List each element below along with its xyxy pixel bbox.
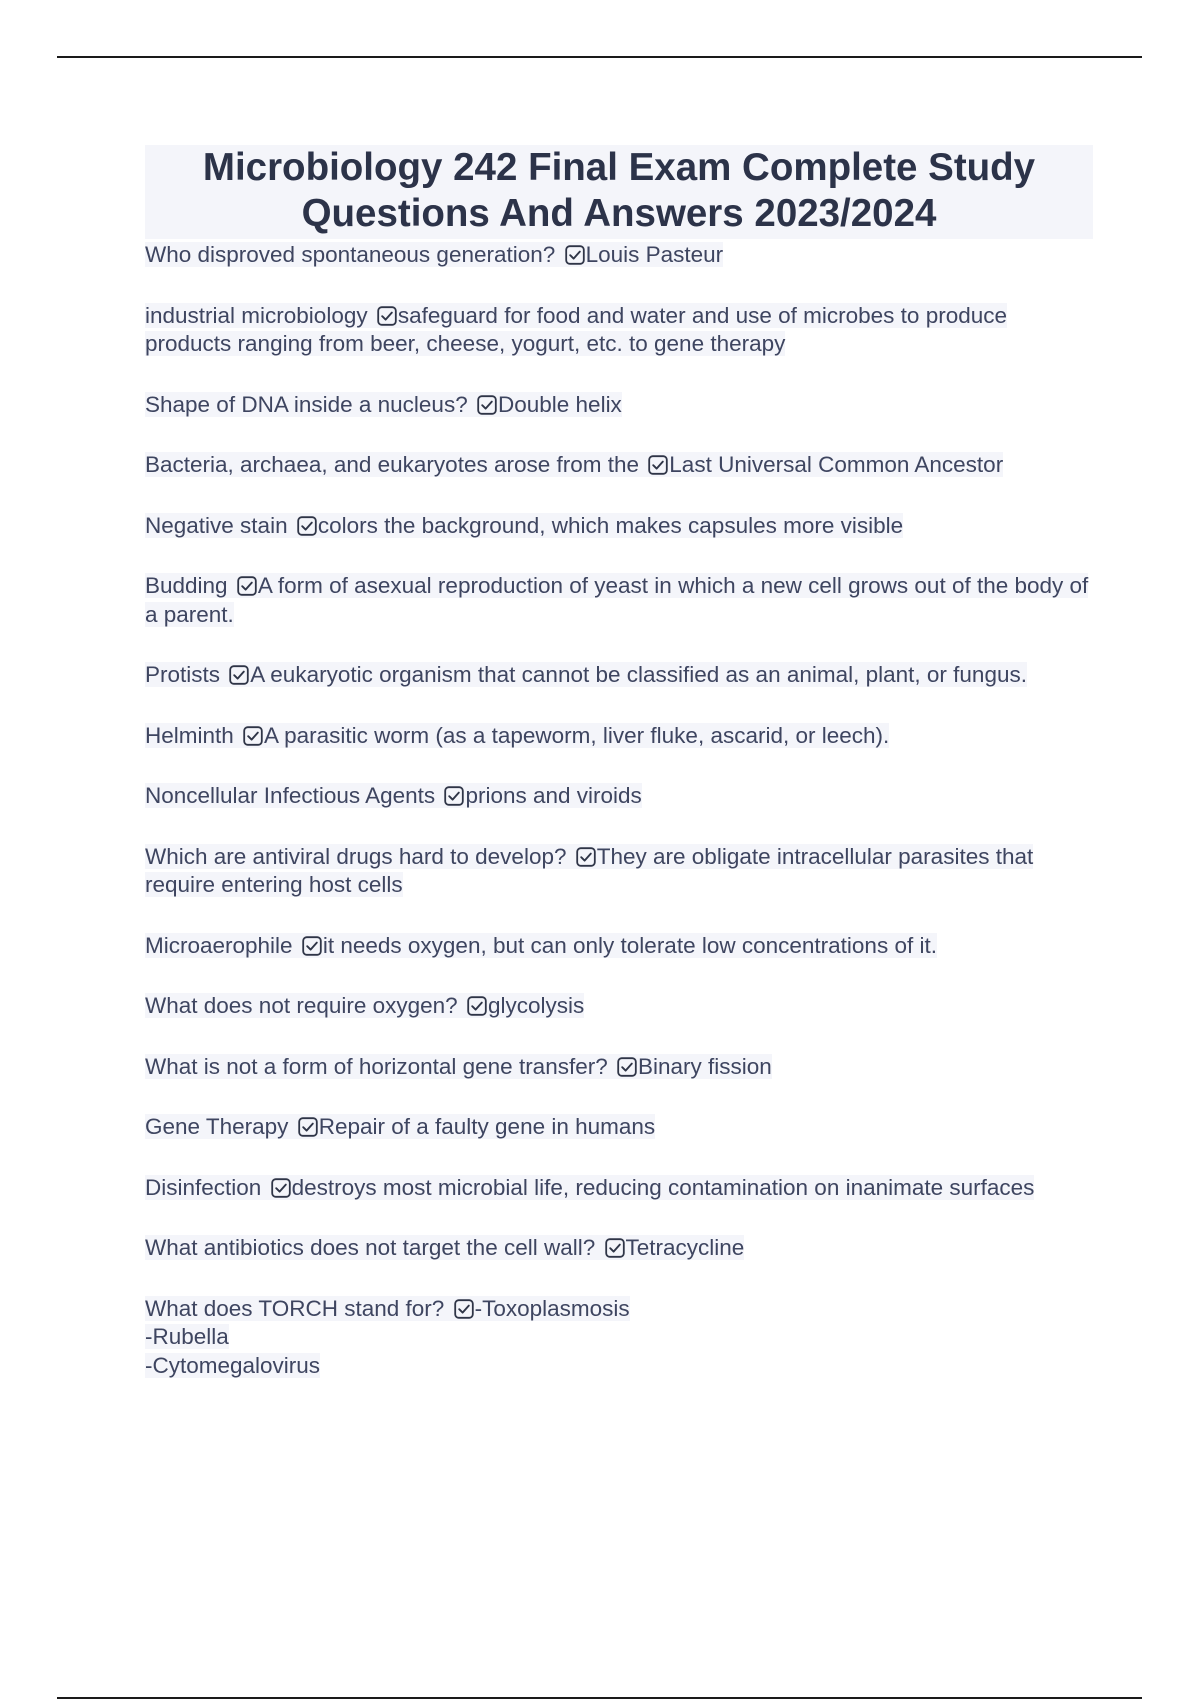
- qa-text: [145, 1175, 1034, 1200]
- qa-item: [145, 661, 1093, 690]
- qa-text: [145, 723, 889, 748]
- answer: Louis Pasteur: [585, 242, 724, 267]
- qa-text: [145, 993, 584, 1018]
- answer: A eukaryotic organism that cannot be classified as an animal, plant, or fungus.: [250, 662, 1027, 687]
- qa-item: [145, 302, 1093, 359]
- checkbox-checked-icon: [565, 245, 585, 265]
- title-line-1: Microbiology 242 Final Exam Complete Study: [202, 146, 1036, 189]
- qa-item: [145, 1174, 1093, 1203]
- question: What is not a form of horizontal gene transfer?: [145, 1053, 608, 1079]
- qa-text: [145, 844, 1033, 898]
- answer: Binary fission: [638, 1053, 772, 1079]
- qa-item: [145, 1053, 1093, 1082]
- top-rule: [57, 56, 1142, 58]
- question: Negative stain: [145, 512, 288, 538]
- question: Shape of DNA inside a nucleus?: [145, 391, 468, 417]
- qa-item: [145, 1113, 1093, 1142]
- checkbox-checked-icon: [477, 395, 497, 415]
- answer: They are obligate intracellular parasites that require entering host cells: [145, 843, 1034, 897]
- checkbox-checked-icon: [297, 516, 317, 536]
- checkbox-checked-icon: [576, 847, 596, 867]
- checkbox-checked-icon: [229, 665, 249, 685]
- checkbox-checked-icon: [648, 455, 668, 475]
- title-line-2: Questions And Answers 2023/2024: [301, 192, 937, 235]
- answer: prions and viroids: [465, 783, 642, 808]
- qa-text: [145, 933, 937, 958]
- checkbox-checked-icon: [617, 1057, 637, 1077]
- answer: colors the background, which makes capsules more visible: [317, 512, 904, 538]
- qa-text: [145, 242, 723, 267]
- checkbox-checked-icon: [243, 726, 263, 746]
- checkbox-checked-icon: [271, 1178, 291, 1198]
- page-content: [145, 145, 1093, 1412]
- qa-text: [145, 452, 1003, 477]
- qa-item: [145, 572, 1093, 629]
- question: What does TORCH stand for?: [145, 1295, 445, 1321]
- qa-item: [145, 782, 1093, 811]
- qa-text: [145, 1235, 744, 1260]
- question: Gene Therapy: [145, 1114, 289, 1139]
- question: Protists: [145, 662, 221, 687]
- question: Helminth: [145, 722, 234, 748]
- checkbox-checked-icon: [454, 1299, 474, 1319]
- answer: it needs oxygen, but can only tolerate low concentrations of it.: [322, 932, 937, 958]
- qa-item: [145, 722, 1093, 751]
- bottom-rule: [57, 1697, 1142, 1699]
- qa-text: [145, 1296, 630, 1378]
- qa-list: [145, 241, 1093, 1380]
- answer: safeguard for food and water and use of microbes to produce products ranging from beer, cheese, yogurt, etc. to gene therapy: [145, 302, 1008, 356]
- qa-item: [145, 1295, 1093, 1381]
- question: Who disproved spontaneous generation?: [145, 242, 556, 267]
- question: What does not require oxygen?: [145, 993, 458, 1018]
- answer: A parasitic worm (as a tapeworm, liver fluke, ascarid, or leech).: [264, 722, 890, 748]
- answer: Repair of a faulty gene in humans: [318, 1114, 656, 1139]
- question: Microaerophile: [145, 932, 293, 958]
- checkbox-checked-icon: [302, 936, 322, 956]
- qa-item: [145, 391, 1093, 420]
- qa-item: [145, 241, 1093, 270]
- question: Disinfection: [145, 1174, 262, 1200]
- qa-text: [145, 513, 903, 538]
- checkbox-checked-icon: [377, 306, 397, 326]
- answer-line: -Rubella: [145, 1324, 229, 1349]
- qa-text: [145, 1054, 772, 1079]
- qa-text: [145, 573, 1088, 627]
- qa-text: [145, 662, 1027, 687]
- question: Which are antiviral drugs hard to develop?: [145, 843, 567, 869]
- qa-text: [145, 783, 642, 808]
- question: What antibiotics does not target the cell wall?: [145, 1235, 596, 1260]
- answer-line: -Cytomegalovirus: [145, 1352, 321, 1378]
- answer: -Toxoplasmosis: [474, 1295, 630, 1321]
- page-title: [145, 145, 1093, 239]
- answer: destroys most microbial life, reducing contamination on inanimate surfaces: [291, 1174, 1035, 1200]
- answer: glycolysis: [487, 993, 585, 1018]
- qa-text: [145, 303, 1007, 357]
- qa-item: [145, 451, 1093, 480]
- checkbox-checked-icon: [237, 576, 257, 596]
- answer: Tetracycline: [625, 1235, 745, 1260]
- checkbox-checked-icon: [298, 1117, 318, 1137]
- qa-item: [145, 1234, 1093, 1263]
- qa-item: [145, 992, 1093, 1021]
- question: Bacteria, archaea, and eukaryotes arose from the: [145, 452, 640, 477]
- answer: Last Universal Common Ancestor: [669, 452, 1004, 477]
- answer: Double helix: [497, 391, 622, 417]
- qa-item: [145, 512, 1093, 541]
- answer: A form of asexual reproduction of yeast in which a new cell grows out of the body of a parent.: [145, 573, 1089, 627]
- qa-item: [145, 932, 1093, 961]
- checkbox-checked-icon: [444, 786, 464, 806]
- question: industrial microbiology: [145, 302, 368, 328]
- qa-text: [145, 1114, 655, 1139]
- checkbox-checked-icon: [605, 1238, 625, 1258]
- qa-item: [145, 843, 1093, 900]
- qa-text: [145, 392, 622, 417]
- checkbox-checked-icon: [467, 996, 487, 1016]
- question: Budding: [145, 573, 228, 598]
- question: Noncellular Infectious Agents: [145, 783, 436, 808]
